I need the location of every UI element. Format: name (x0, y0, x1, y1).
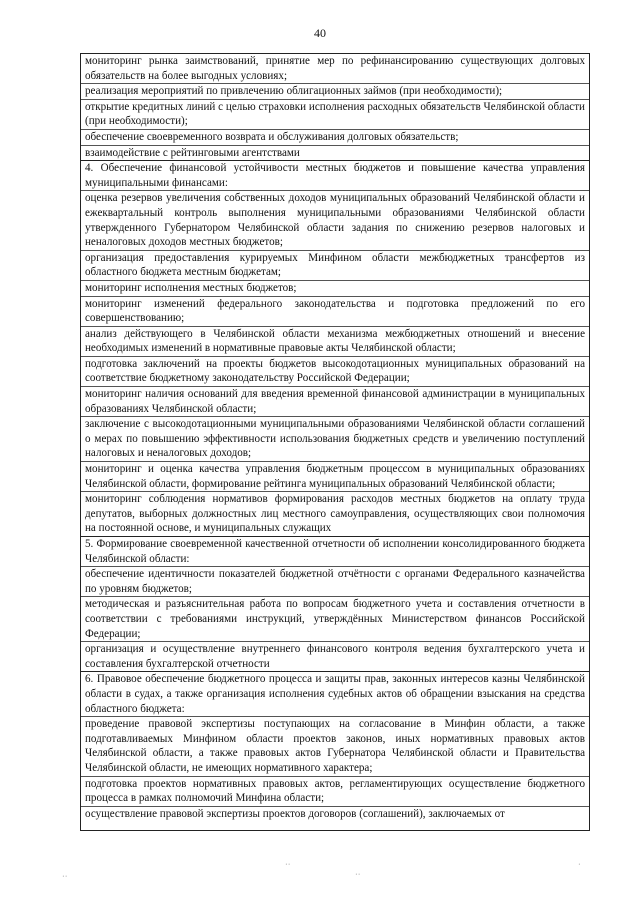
list-item: реализация мероприятий по привлечению облигационных займов (при необходимости); (81, 83, 589, 99)
list-item: открытие кредитных линий с целью страховки исполнения расходных обязательств Челябинской области (при необходимости); (81, 99, 589, 129)
scan-speck: ⋅⋅ (62, 872, 68, 881)
section-debt-management (81, 54, 589, 160)
list-item: мониторинг и оценка качества управления бюджетным процессом в муниципальных образованиях Челябинской области, формирование рейтинга муниципальных образований Челябинской области; (81, 461, 589, 491)
list-item: подготовка заключений на проекты бюджетов высокодотационных муниципальных образований на соответствие бюджетному законодательству Российской Федерации; (81, 356, 589, 386)
list-item: мониторинг наличия оснований для введения временной финансовой администрации в муниципальных образованиях Челябинской области; (81, 386, 589, 416)
list-item: анализ действующего в Челябинской области механизма межбюджетных отношений и внесение необходимых изменений в нормативные правовые акты Челябинской области; (81, 326, 589, 356)
list-item: заключение с высокодотационными муниципальными образованиями Челябинской области соглашений о мерах по повышению эффективности использования бюджетных средств и увеличению поступлений налоговых и неналоговых доходов; (81, 416, 589, 461)
list-item: обеспечение своевременного возврата и обслуживания долговых обязательств; (81, 129, 589, 145)
list-item: методическая и разъяснительная работа по вопросам бюджетного учета и составления отчетности в соответствии с требованиями инструкций, утверждённых Министерством финансов Российской Федерации; (81, 596, 589, 641)
measures-table (80, 53, 590, 831)
scan-speck: ⋅ (578, 860, 581, 869)
list-item: проведение правовой экспертизы поступающих на согласование в Минфин области, а также подготавливаемых Минфином области проектов законов, иных нормативных правовых актов Челябинской области, а также правовых актов Губернатора Челябинской области и Правительства Челябинской области, не имеющих нормативного характера; (81, 716, 589, 775)
scan-speck: ⋅⋅ (285, 860, 291, 869)
list-item: мониторинг соблюдения нормативов формирования расходов местных бюджетов на оплату труда депутатов, выборных должностных лиц местного самоуправления, осуществляющих свои полномочия на постоянной основе, и муниципальных служащих (81, 491, 589, 536)
list-item: мониторинг рынка заимствований, принятие мер по рефинансированию существующих долговых обязательств на более выгодных условиях; (85, 55, 585, 82)
scan-specks (0, 860, 640, 890)
scan-speck: ⋅⋅ (355, 870, 361, 879)
section-5-reporting (81, 536, 589, 671)
list-item: организация предоставления курируемых Минфином области межбюджетных трансфертов из областного бюджета местным бюджетам; (81, 250, 589, 280)
list-item: обеспечение идентичности показателей бюджетной отчётности с органами Федерального казначейства по уровням бюджетов; (81, 566, 589, 596)
section-heading: 5. Формирование своевременной качественной отчетности об исполнении консолидированного бюджета Челябинской области: (85, 538, 585, 565)
list-item: подготовка проектов нормативных правовых актов, регламентирующих осуществление бюджетного процесса в рамках полномочий Минфина области; (81, 776, 589, 806)
list-item: мониторинг исполнения местных бюджетов; (81, 280, 589, 296)
list-item: осуществление правовой экспертизы проектов договоров (соглашений), заключаемых от (81, 806, 589, 822)
list-item: организация и осуществление внутреннего финансового контроля ведения бухгалтерского учета и составления бухгалтерской отчетности (81, 641, 589, 671)
section-4-local-budgets (81, 160, 589, 536)
page-number: 40 (314, 26, 326, 40)
list-item: оценка резервов увеличения собственных доходов муниципальных образований Челябинской области и ежеквартальный контроль выполнения муниципальными образованиями Челябинской области утвержденного Губернатором Челябинской области задания по снижению резервов налоговых и неналоговых доходов местных бюджетов; (81, 190, 589, 249)
section-6-legal-support (81, 671, 589, 821)
section-heading: 4. Обеспечение финансовой устойчивости местных бюджетов и повышение качества управления муниципальными финансами: (85, 162, 585, 189)
list-item: мониторинг изменений федерального законодательства и подготовка предложений по его совершенствованию; (81, 296, 589, 326)
section-heading: 6. Правовое обеспечение бюджетного процесса и защиты прав, законных интересов казны Челябинской области в судах, а также организация исполнения судебных актов об обращении взыскания на средства областного бюджета: (85, 673, 585, 715)
list-item: взаимодействие с рейтинговыми агентствами (81, 145, 589, 161)
